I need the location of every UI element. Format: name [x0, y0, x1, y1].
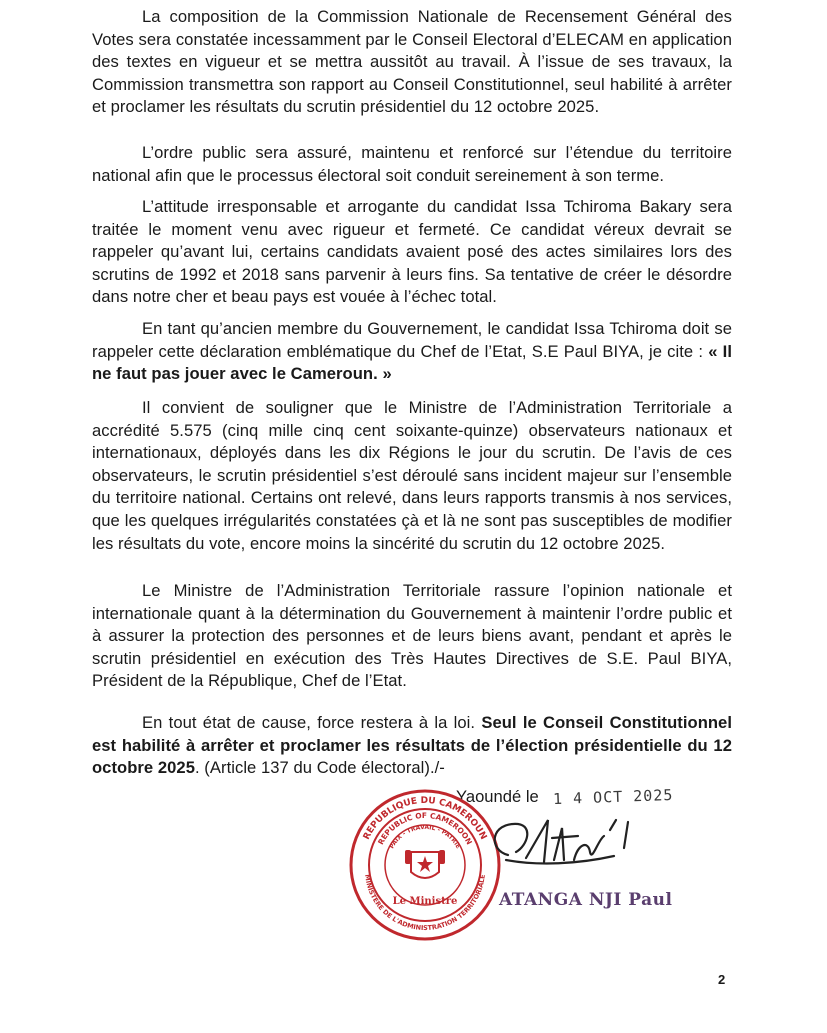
date-stamp: 1 4 OCT 2025: [553, 785, 675, 809]
quote-bold: « Il ne faut pas jouer avec le Cameroun. »: [92, 341, 732, 384]
paragraph-commission: [92, 6, 732, 119]
paragraph-text: En tout état de cause, force restera à la loi.: [142, 713, 482, 732]
coat-of-arms-icon: [405, 850, 445, 878]
paragraph-text: Le Ministre de l’Administration Territoriale rassure l’opinion nationale et internationale quant à la détermination du Gouvernement à maintenir l’ordre public et à assurer la protection des personnes et de leurs biens avant, pendant et après le scrutin présidentiel en exécution des Très Hautes Directives de S.E. Paul BIYA, Président de la République, Chef de l’Etat.: [92, 581, 732, 691]
paragraph-text: En tant qu’ancien membre du Gouvernement, le candidat Issa Tchiroma doit se rappeler cette déclaration emblématique du Chef de l’Etat, S.E Paul BIYA, je cite :: [92, 319, 732, 361]
paragraph-text: L’ordre public sera assuré, maintenu et renforcé sur l’étendue du territoire national afin que le processus électoral soit conduit sereinement à son terme.: [92, 143, 732, 185]
date-label: Yaoundé le: [456, 787, 539, 806]
paragraph-text: Il convient de souligner que le Ministre de l’Administration Territoriale a accrédité 5.575 (cinq mille cinq cent soixante-quinze) observateurs nationaux et internationaux, déployés dans les dix Régions le jour du scrutin. De l’avis de ces observateurs, le scrutin présidentiel s’est déroulé sans incident majeur sur l’ensemble du territoire national. Certains ont relevé, dans leurs rapports transmis à nos services, que les quelques irrégularités constatées çà et là ne sont pas susceptibles de modifier les résultats du vote, encore moins la sincérité du scrutin du 12 octobre 2025.: [92, 398, 732, 553]
paragraph-former-minister: [92, 318, 732, 386]
seal-inner-text-en: REPUBLIC OF CAMEROON: [376, 810, 474, 847]
paragraph-public-order: [92, 142, 732, 187]
conclusion-bold: Seul le Conseil Constitutionnel est habilité à arrêter et proclamer les résultats de l’élection présidentielle du 12 octobre 2025: [92, 713, 733, 778]
paragraph-observers: [92, 397, 732, 555]
signer-name: ATANGA NJI Paul: [499, 890, 673, 910]
seal-center-label: Le Ministre: [392, 896, 458, 907]
seal-motto-fr: PAIX - TRAVAIL - PATRIE: [388, 823, 462, 850]
paragraph-text: L’attitude irresponsable et arrogante du candidat Issa Tchiroma Bakary sera traitée le moment venu avec rigueur et fermeté. Ce candidat véreux devrait se rappeler qu’avant lui, certains candidats avaient posé des actes similaires lors des scrutins de 1992 et 2018 sans parvenir à leurs fins. Sa tentative de créer le désordre dans notre cher et beau pays est vouée à l’échec total.: [92, 197, 732, 307]
paragraph-candidate-attitude: [92, 196, 732, 309]
paragraph-text: La composition de la Commission Nationale de Recensement Général des Votes sera constatée incessamment par le Conseil Electoral d’ELECAM en application des textes en vigueur et se mettra aussitôt au travail. À l’issue de ses travaux, la Commission transmettra son rapport au Conseil Constitutionnel, seul habilité à arrêter et proclamer les résultats du scrutin présidentiel du 12 octobre 2025.: [92, 7, 732, 117]
paragraph-reassurance: [92, 580, 732, 693]
seal-outer-text-fr2: MINISTERE DE L'ADMINISTRATION TERRITORIALE: [363, 873, 487, 933]
page-number: 2: [718, 972, 726, 987]
seal-outer-text-fr: REPUBLIQUE DU CAMEROUN: [361, 795, 489, 842]
handwritten-signature: [478, 800, 648, 890]
conclusion-tail: . (Article 137 du Code électoral)./-: [194, 758, 445, 778]
paragraph-conclusion: [92, 712, 732, 780]
